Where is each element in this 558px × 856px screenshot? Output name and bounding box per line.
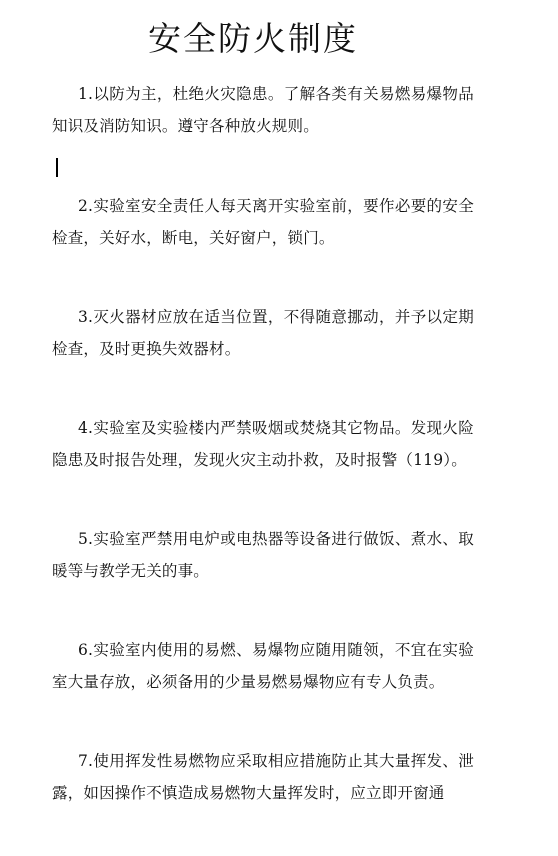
rule-paragraph-6: 6.实验室内使用的易燃、易爆物应随用随领，不宜在实验室大量存放，必须备用的少量易燃易爆物应有专人负责。 xyxy=(52,641,474,691)
empty-line[interactable] xyxy=(52,152,474,184)
rule-paragraph-1: 1.以防为主，杜绝火灾隐患。了解各类有关易燃易爆物品知识及消防知识。遵守各种放火规则。 xyxy=(52,85,474,135)
document-body[interactable] xyxy=(52,78,474,856)
rule-paragraph-2: 2.实验室安全责任人每天离开实验室前，要作必要的安全检查，关好水，断电，关好窗户，锁门。 xyxy=(52,197,474,247)
rule-paragraph-3: 3.灭火器材应放在适当位置，不得随意挪动，并予以定期检查，及时更换失效器材。 xyxy=(52,308,474,358)
rule-paragraph-7: 7.使用挥发性易燃物应采取相应措施防止其大量挥发、泄露，如因操作不慎造成易燃物大量挥发时，应立即开窗通 xyxy=(52,752,474,802)
document-title: 安全防火制度 xyxy=(148,19,358,58)
rule-paragraph-5: 5.实验室严禁用电炉或电热器等设备进行做饭、煮水、取暖等与教学无关的事。 xyxy=(52,530,474,580)
rule-paragraph-4: 4.实验室及实验楼内严禁吸烟或焚烧其它物品。发现火险隐患及时报告处理，发现火灾主动扑救，及时报警（119）。 xyxy=(52,419,474,469)
text-cursor xyxy=(56,158,58,177)
